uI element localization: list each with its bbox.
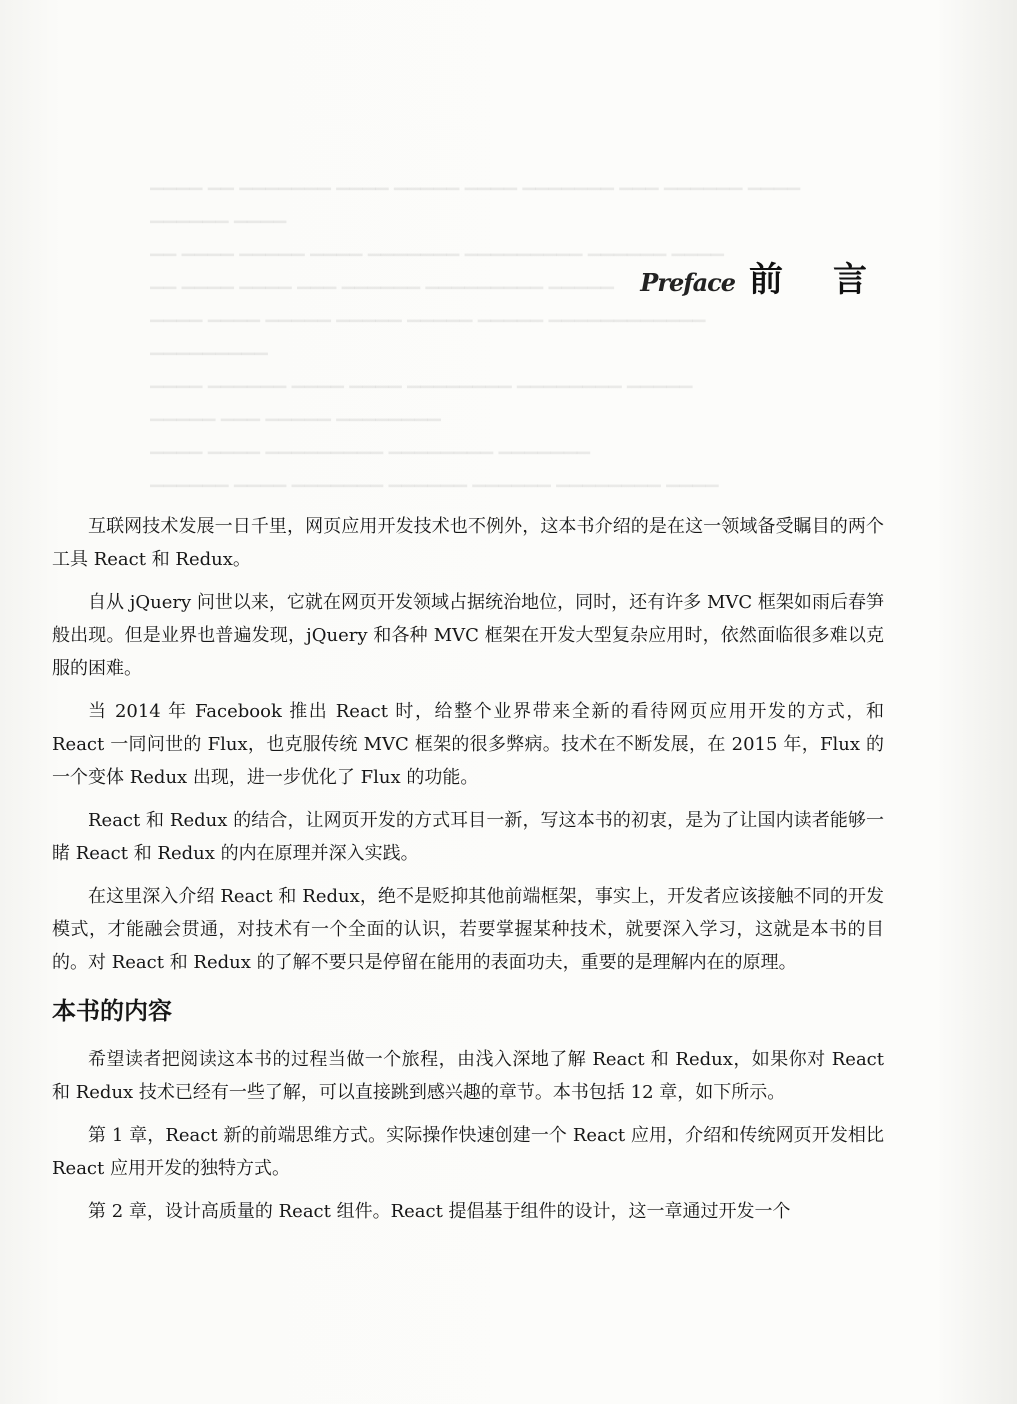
paragraph: 互联网技术发展一日千里，网页应用开发技术也不例外，这本书介绍的是在这一领域备受瞩目的两个工具 React 和 Redux。 xyxy=(52,516,884,570)
paragraph: React 和 Redux 的结合，让网页开发的方式耳目一新，写这本书的初衷，是为了让国内读者能够一睹 React 和 Redux 的内在原理并深入实践。 xyxy=(52,810,884,864)
bleed-through-text: ▁▁▁▁ ▁▁ ▁▁▁▁▁▁▁ ▁▁▁▁ ▁▁▁▁▁ ▁▁▁▁ ▁▁▁▁▁▁▁ ▁▁▁ ▁▁▁▁▁▁ ▁▁▁▁ ▁▁▁▁▁▁ ▁▁▁▁ ▁▁ ▁▁▁▁ ▁▁▁▁▁ ▁▁▁▁ ▁▁▁▁▁▁▁ ▁▁▁▁▁▁▁▁▁ ▁▁▁▁▁▁ ▁▁▁▁ ▁▁ ▁▁▁▁ ▁▁▁▁ ▁▁▁ ▁▁▁▁▁▁ ▁▁▁▁▁▁▁▁▁ ▁▁▁▁▁ ▁▁▁▁ ▁▁▁▁ ▁▁▁▁▁ ▁▁▁▁▁ ▁▁▁▁▁ ▁▁▁▁▁ ▁▁▁▁▁▁▁▁▁▁▁▁ ▁▁▁▁▁▁▁▁▁ ▁▁▁▁ ▁▁▁▁▁▁ ▁▁▁▁ ▁▁▁▁ ▁▁▁▁▁▁▁▁ ▁▁▁▁▁▁▁▁ ▁▁▁▁▁ ▁▁▁▁▁ ▁▁▁ ▁▁▁▁▁ ▁▁▁▁▁▁▁▁ ▁▁▁▁ ▁▁▁▁ ▁▁▁▁▁▁▁▁▁ ▁▁▁▁▁▁▁▁ ▁▁▁▁▁▁▁ ▁▁▁▁▁▁ ▁▁▁▁ ▁▁▁▁▁▁▁ ▁▁▁▁▁▁ ▁▁▁▁▁▁ ▁▁▁▁▁▁▁▁ ▁▁▁▁ xyxy=(150,171,801,488)
paragraph: 当 2014 年 Facebook 推出 React 时，给整个业界带来全新的看待网页应用开发的方式，和 React 一同问世的 Flux，也克服传统 MVC 框架的很多弊病。技术在不断发展，在 2015 年，Flux 的一个变体 Redux 出现，进一步优化了 Flux 的功能。 xyxy=(52,701,884,788)
paragraph: 希望读者把阅读这本书的过程当做一个旅程，由浅入深地了解 React 和 Redux，如果你对 React 和 Redux 技术已经有一些了解，可以直接跳到感兴趣的章节。本书包括 12 章，如下所示。 xyxy=(52,1049,884,1103)
paragraph: 第 2 章，设计高质量的 React 组件。React 提倡基于组件的设计，这一章通过开发一个 xyxy=(88,1201,791,1222)
paragraph: 自从 jQuery 问世以来，它就在网页开发领域占据统治地位，同时，还有许多 MVC 框架如雨后春笋般出现。但是业界也普遍发现，jQuery 和各种 MVC 框架在开发大型复杂应用时，依然面临很多难以克服的困难。 xyxy=(52,592,884,679)
preface-header xyxy=(640,252,917,301)
page-title: 前言 xyxy=(749,260,917,300)
preface-script-word: Preface xyxy=(640,268,735,297)
paragraph: 在这里深入介绍 React 和 Redux，绝不是贬抑其他前端框架，事实上，开发者应该接触不同的开发模式，才能融会贯通，对技术有一个全面的认识，若要掌握某种技术，就要深入学习，这就是本书的目的。对 React 和 Redux 的了解不要只是停留在能用的表面功夫，重要的是理解内在的原理。 xyxy=(52,886,884,973)
paragraph: 第 1 章，React 新的前端思维方式。实际操作快速创建一个 React 应用，介绍和传统网页开发相比 React 应用开发的独特方式。 xyxy=(52,1125,884,1179)
body-text xyxy=(52,510,884,1238)
section-heading: 本书的内容 xyxy=(52,997,172,1025)
